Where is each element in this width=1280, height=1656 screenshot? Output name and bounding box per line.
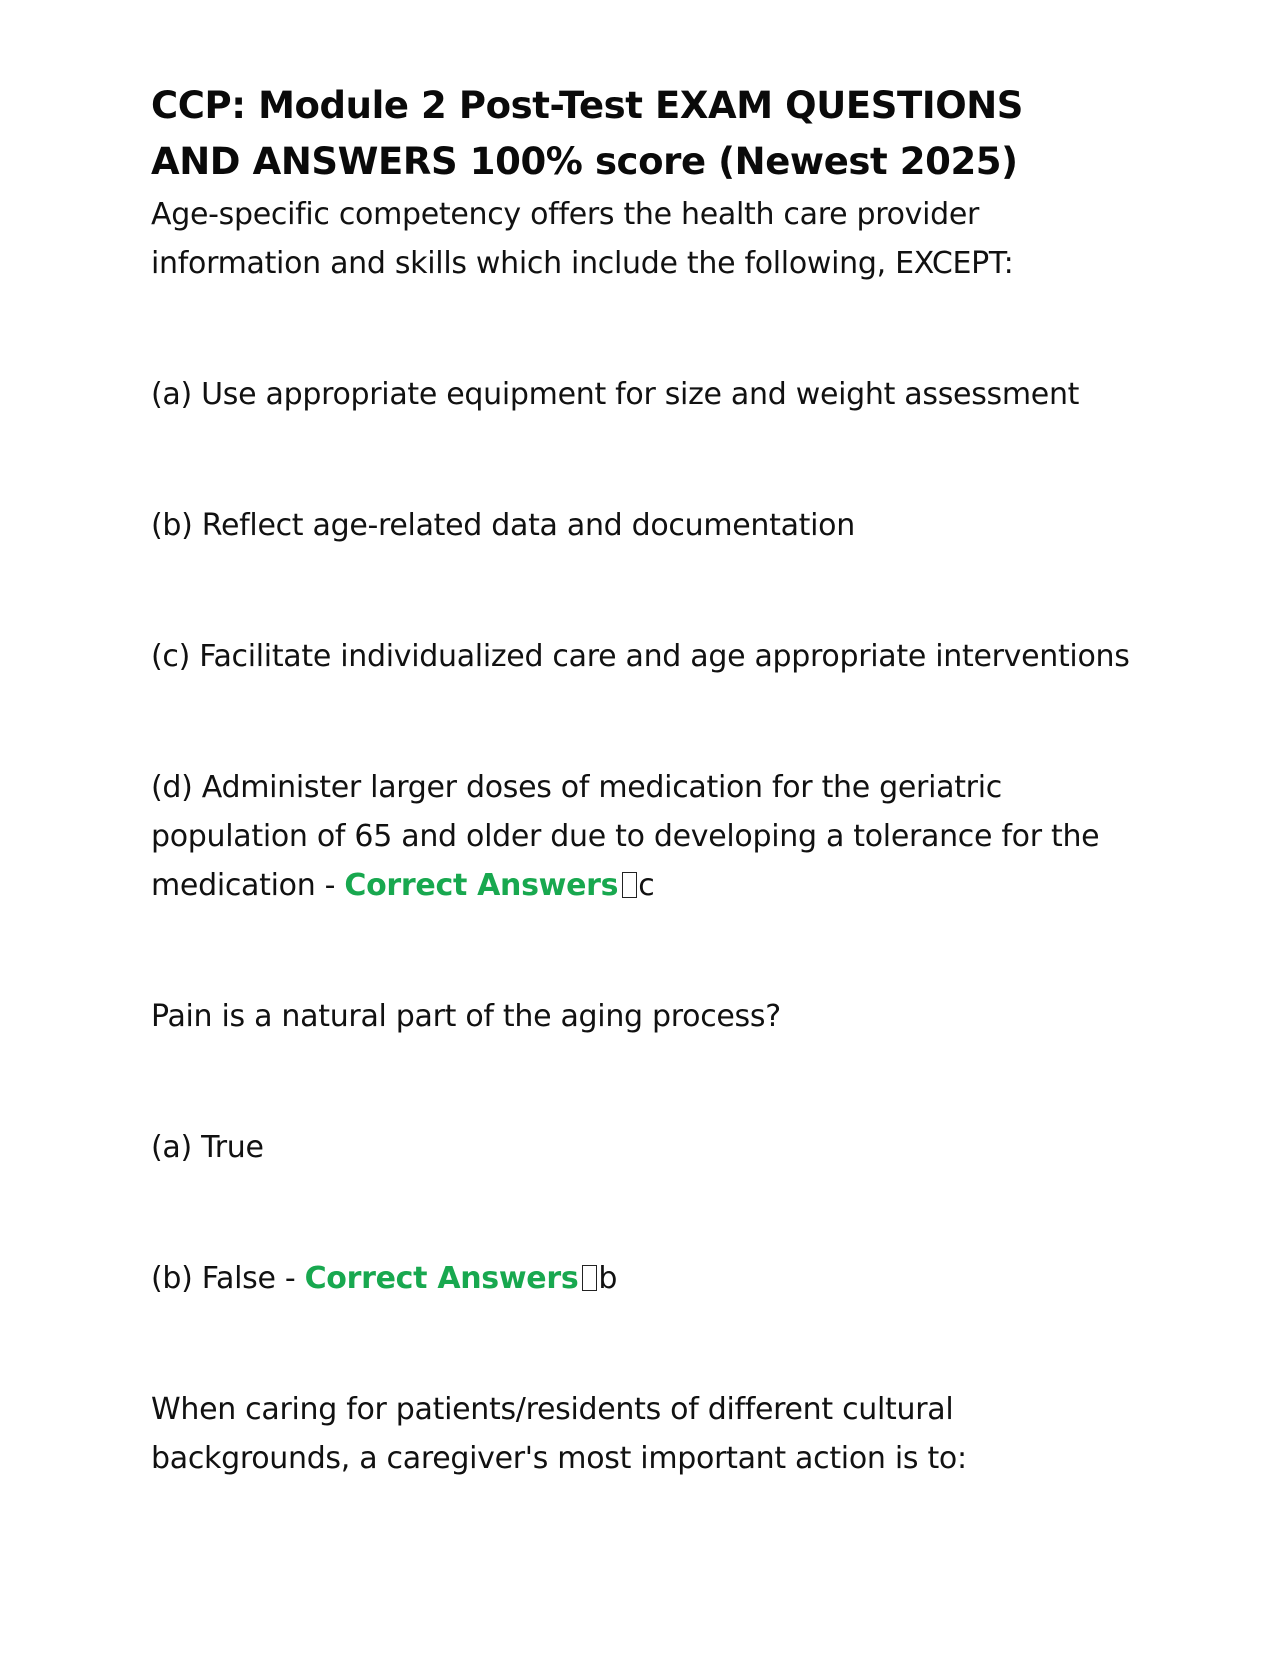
question-2-option-b — [151, 1254, 1151, 1303]
correct-answer-label: Correct Answers — [304, 1261, 579, 1296]
missing-glyph-icon — [622, 872, 637, 898]
question-1-option-b: (b) Reflect age-related data and documentation — [151, 508, 855, 543]
question-1-option-d — [151, 763, 1151, 910]
document-page — [151, 78, 1151, 1483]
title-line-1: CCP: Module 2 Post-Test EXAM QUESTIONS — [151, 84, 1024, 127]
question-2-option-a: (a) True — [151, 1130, 264, 1165]
title-line-2: AND ANSWERS 100% score (Newest 2025) — [151, 140, 1018, 183]
question-2-stem: Pain is a natural part of the aging process? — [151, 999, 781, 1034]
correct-answer-label: Correct Answers — [344, 868, 619, 903]
missing-glyph-icon — [582, 1265, 597, 1291]
question-1-option-a: (a) Use appropriate equipment for size and weight assessment — [151, 377, 1080, 412]
correct-answer-value: c — [638, 868, 655, 903]
question-1-option-d-text: (d) Administer larger doses of medication for the geriatric population of 65 and older due to developing a tolerance for the medication - — [151, 770, 1100, 903]
correct-answer-value: b — [598, 1261, 618, 1296]
question-1-option-c: (c) Facilitate individualized care and age appropriate interventions — [151, 639, 1130, 674]
question-3-stem: When caring for patients/residents of different cultural backgrounds, a caregiver's most important action is to: — [151, 1392, 967, 1476]
document-title — [151, 78, 1151, 190]
question-1-stem: Age-specific competency offers the health care provider information and skills which include the following, EXCEPT: — [151, 197, 1014, 281]
question-2-option-b-text: (b) False - — [151, 1261, 305, 1296]
